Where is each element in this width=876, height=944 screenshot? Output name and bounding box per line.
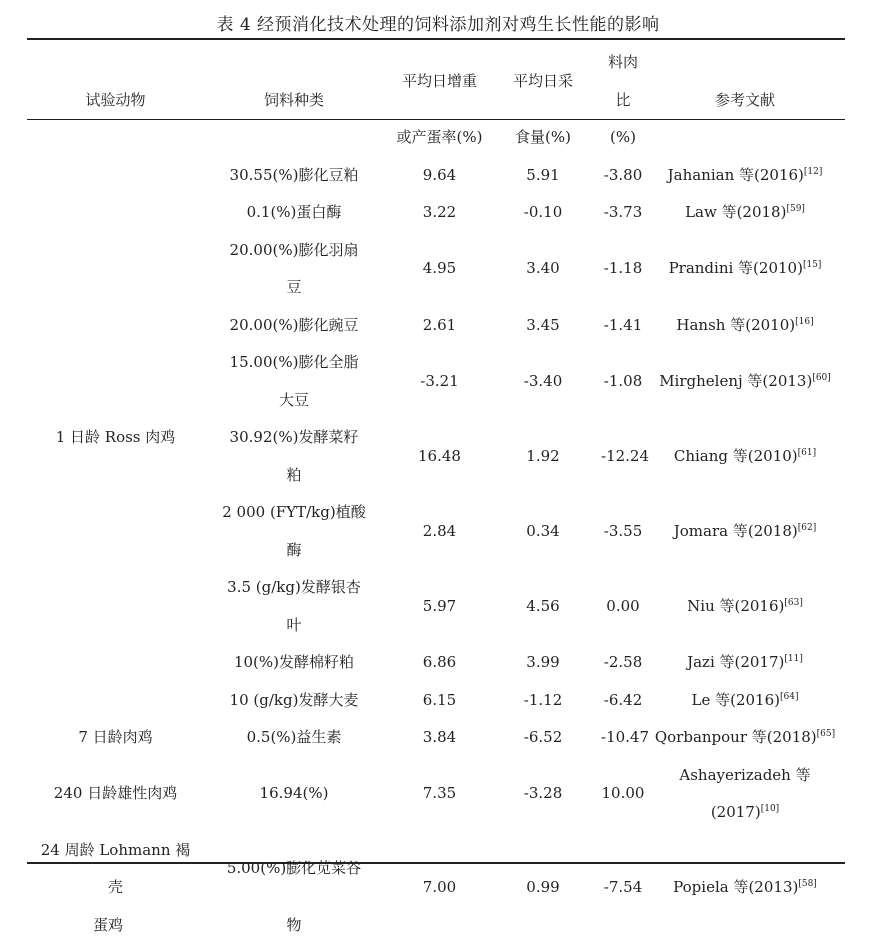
feed-cell-cont: 豆: [194, 269, 394, 307]
header-fcr: 料肉比: [601, 44, 645, 119]
fcr-cell: 10.00: [601, 757, 645, 832]
citation: [16]: [795, 317, 813, 327]
adg-cell: 4.95: [394, 232, 485, 307]
feed-cell: 3.5 (g/kg)发酵银杏: [194, 569, 394, 607]
ref-cell: Chiang 等(2010)[61]: [645, 419, 845, 494]
header-adg: 平均日增重: [394, 44, 485, 119]
top-rule: [27, 38, 845, 40]
citation: [11]: [784, 654, 802, 664]
feed-cell-cont: 酶: [194, 532, 394, 570]
fcr-cell: -3.55: [601, 494, 645, 569]
citation: [12]: [804, 167, 822, 177]
animal-cell-cont: 蛋鸡: [27, 907, 194, 944]
ref-cell-cont: (2017)[10]: [645, 794, 845, 832]
animal-cell: 1 日龄 Ross 肉鸡: [27, 157, 194, 720]
ref-cell: Prandini 等(2010)[15]: [645, 232, 845, 307]
adfi-cell: 3.45: [485, 307, 601, 345]
adfi-cell: 3.99: [485, 644, 601, 682]
fcr-cell: -2.58: [601, 644, 645, 682]
fcr-cell: -10.47: [601, 719, 645, 757]
table-row: [27, 757, 845, 795]
ref-cell: Mirghelenj 等(2013)[60]: [645, 344, 845, 419]
feed-cell-cont: 大豆: [194, 382, 394, 420]
citation: [60]: [812, 373, 830, 383]
header-feed: 饲料种类: [194, 44, 394, 157]
fcr-cell: -1.08: [601, 344, 645, 419]
adg-cell: 2.61: [394, 307, 485, 345]
fcr-cell: -1.18: [601, 232, 645, 307]
adfi-cell: -1.12: [485, 682, 601, 720]
animal-cell: 7 日龄肉鸡: [27, 719, 194, 757]
feed-cell: 0.1(%)蛋白酶: [194, 194, 394, 232]
adfi-cell: 0.99: [485, 832, 601, 944]
header-fcr-unit: (%): [601, 119, 645, 157]
ref-cell: Hansh 等(2010)[16]: [645, 307, 845, 345]
feed-cell: 15.00(%)膨化全脂: [194, 344, 394, 382]
ref-cell: Jazi 等(2017)[11]: [645, 644, 845, 682]
fcr-cell: -12.24: [601, 419, 645, 494]
feed-cell: 16.94(%): [194, 757, 394, 832]
adg-cell: 9.64: [394, 157, 485, 195]
adg-cell: 6.86: [394, 644, 485, 682]
adfi-cell: 0.34: [485, 494, 601, 569]
feed-cell: 2 000 (FYT/kg)植酸: [194, 494, 394, 532]
citation: [61]: [798, 448, 816, 458]
table-row: [27, 719, 845, 757]
adfi-cell: -3.40: [485, 344, 601, 419]
adfi-cell: 3.40: [485, 232, 601, 307]
fcr-cell: -3.73: [601, 194, 645, 232]
feed-cell: 10(%)发酵棉籽粕: [194, 644, 394, 682]
citation: [65]: [817, 729, 835, 739]
feed-cell-cont: 物: [194, 907, 394, 944]
ref-cell: Niu 等(2016)[63]: [645, 569, 845, 644]
ref-cell: Qorbanpour 等(2018)[65]: [645, 719, 845, 757]
animal-cell: 240 日龄雄性肉鸡: [27, 757, 194, 832]
feed-cell: 20.00(%)膨化豌豆: [194, 307, 394, 345]
adg-cell: 3.22: [394, 194, 485, 232]
adg-cell: 5.97: [394, 569, 485, 644]
adg-cell: 7.35: [394, 757, 485, 832]
feed-cell: 0.5(%)益生素: [194, 719, 394, 757]
citation: [64]: [780, 692, 798, 702]
table-row: [27, 832, 845, 907]
header-adfi-unit: 食量(%): [485, 119, 601, 157]
adfi-cell: 5.91: [485, 157, 601, 195]
citation: [59]: [786, 204, 804, 214]
feed-cell-cont: 粕: [194, 457, 394, 495]
adfi-cell: 4.56: [485, 569, 601, 644]
citation: [63]: [784, 598, 802, 608]
ref-cell: Ashayerizadeh 等: [645, 757, 845, 795]
citation: [15]: [803, 260, 821, 270]
header-ref: 参考文献: [645, 44, 845, 157]
adg-cell: 6.15: [394, 682, 485, 720]
animal-cell: 24 周龄 Lohmann 褐壳: [27, 832, 194, 907]
header-adg-unit: 或产蛋率(%): [394, 119, 485, 157]
feed-cell: 10 (g/kg)发酵大麦: [194, 682, 394, 720]
fcr-cell: -1.41: [601, 307, 645, 345]
ref-cell: Law 等(2018)[59]: [645, 194, 845, 232]
adg-cell: 7.00: [394, 832, 485, 944]
feed-cell: 20.00(%)膨化羽扇: [194, 232, 394, 270]
feed-cell-cont: 叶: [194, 607, 394, 645]
adfi-cell: -6.52: [485, 719, 601, 757]
citation: [58]: [798, 879, 816, 889]
ref-cell: Jomara 等(2018)[62]: [645, 494, 845, 569]
feed-cell: 5.00(%)膨化苋菜谷: [194, 832, 394, 907]
adfi-cell: -0.10: [485, 194, 601, 232]
ref-cell: Jahanian 等(2016)[12]: [645, 157, 845, 195]
table-caption: 表 4 经预消化技术处理的饲料添加剂对鸡生长性能的影响: [0, 10, 876, 35]
adg-cell: 3.84: [394, 719, 485, 757]
ref-cell: Le 等(2016)[64]: [645, 682, 845, 720]
header-row: [27, 44, 845, 119]
table-row: [27, 157, 845, 195]
fcr-cell: -7.54: [601, 832, 645, 944]
adg-cell: 16.48: [394, 419, 485, 494]
data-table: [27, 44, 845, 944]
citation: [62]: [798, 523, 816, 533]
adfi-cell: 1.92: [485, 419, 601, 494]
adg-cell: -3.21: [394, 344, 485, 419]
header-adfi: 平均日采: [485, 44, 601, 119]
fcr-cell: -6.42: [601, 682, 645, 720]
fcr-cell: -3.80: [601, 157, 645, 195]
adg-cell: 2.84: [394, 494, 485, 569]
header-animal: 试验动物: [27, 44, 194, 157]
adfi-cell: -3.28: [485, 757, 601, 832]
feed-cell: 30.92(%)发酵菜籽: [194, 419, 394, 457]
ref-cell: Popiela 等(2013)[58]: [645, 832, 845, 944]
citation: [10]: [761, 804, 779, 814]
fcr-cell: 0.00: [601, 569, 645, 644]
feed-cell: 30.55(%)膨化豆粕: [194, 157, 394, 195]
